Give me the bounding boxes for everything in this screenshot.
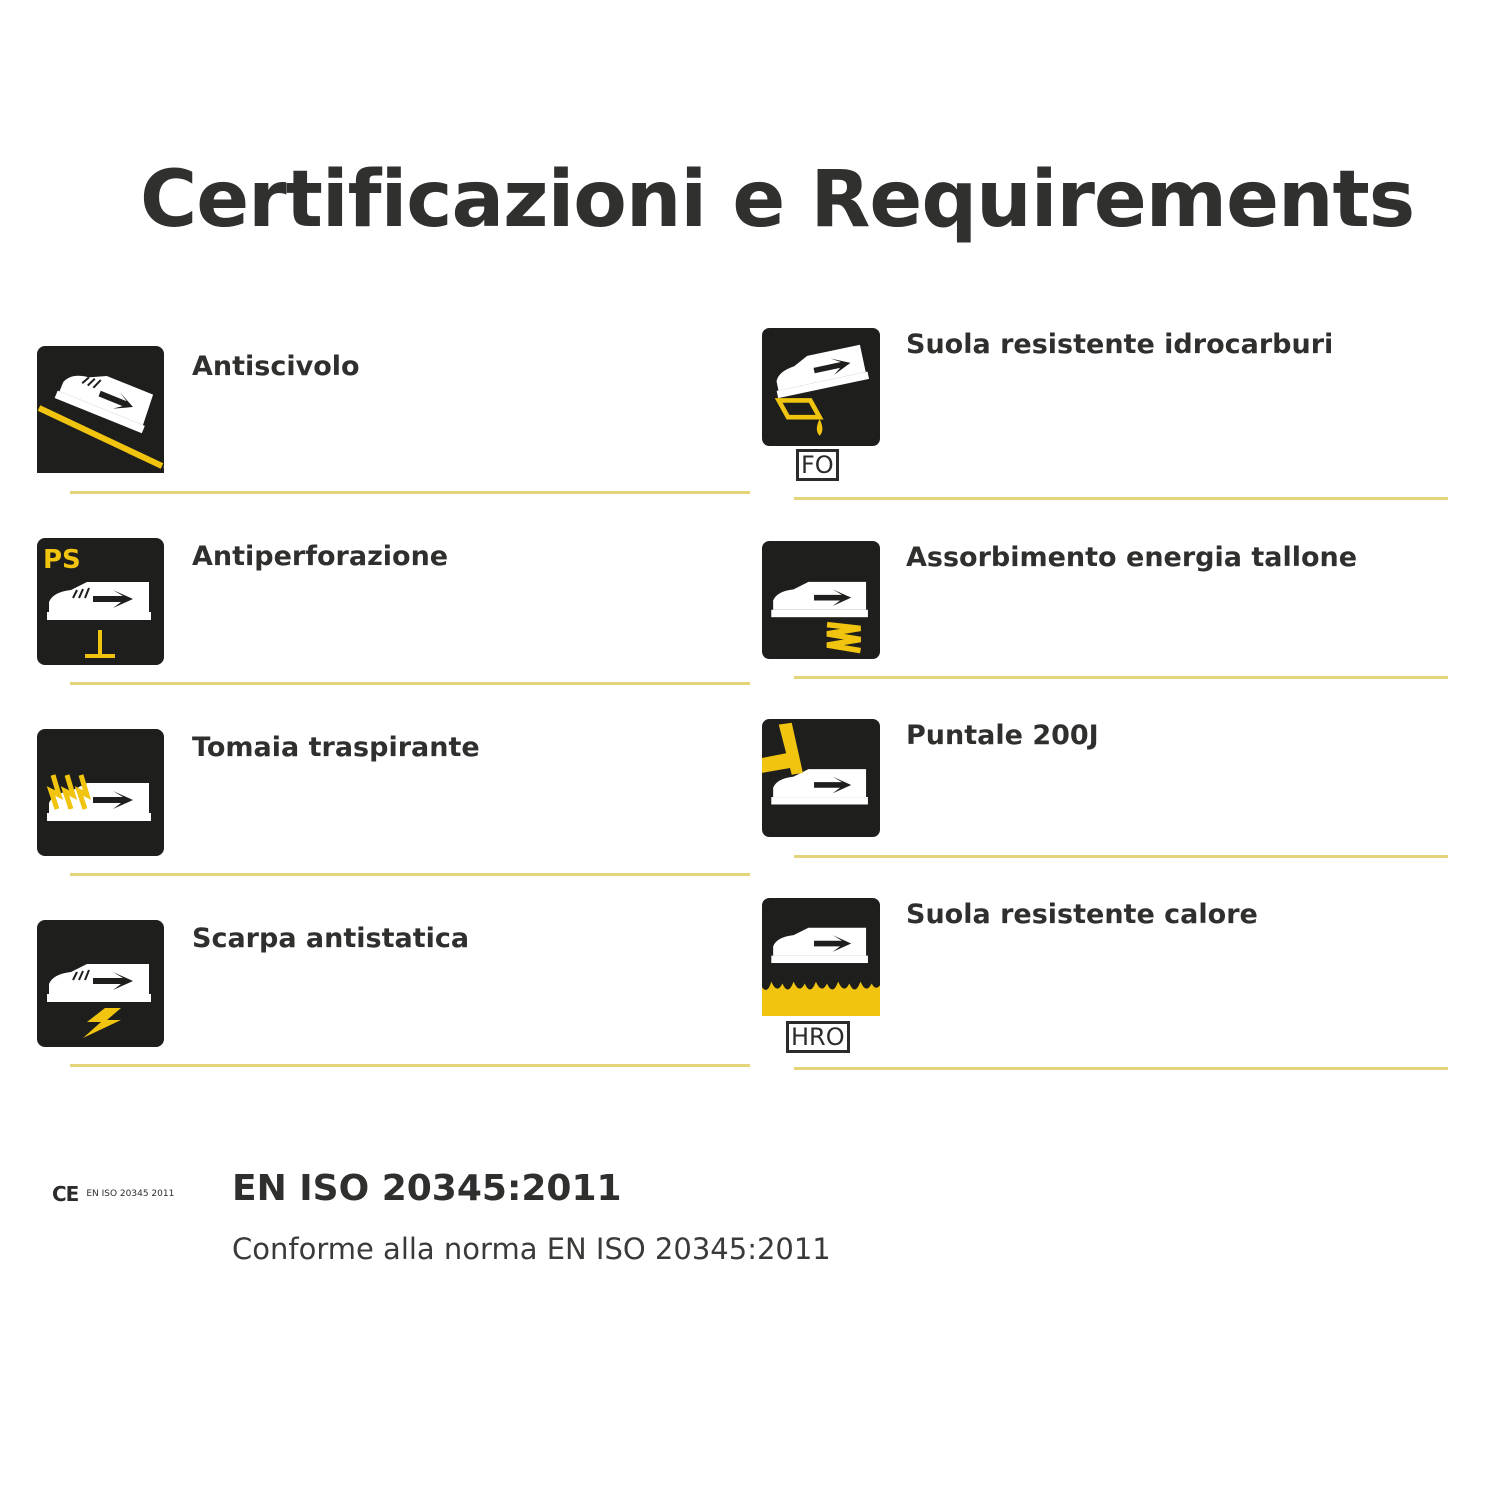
feature-label: Antiscivolo (192, 351, 360, 382)
separator (794, 1067, 1448, 1070)
antistatic-icon (37, 920, 164, 1047)
separator (70, 682, 750, 685)
separator (794, 855, 1448, 858)
feature-label: Puntale 200J (906, 720, 1099, 751)
fuel-oil-resistant-icon (762, 328, 880, 446)
puncture-resistant-icon (37, 538, 164, 665)
feature-label: Tomaia traspirante (192, 732, 480, 763)
page-title: Certificazioni e Requirements (140, 155, 1415, 245)
feature-label: Suola resistente calore (906, 899, 1258, 930)
svg-text:PS: PS (43, 545, 81, 575)
separator (70, 491, 750, 494)
ce-logo (52, 1182, 212, 1206)
ce-logo-text: EN ISO 20345 2011 (86, 1189, 175, 1199)
feature-label: Suola resistente idrocarburi (906, 329, 1334, 360)
heat-resistant-sole-icon (762, 898, 880, 1016)
norm-description: Conforme alla norma EN ISO 20345:2011 (232, 1232, 831, 1266)
breathable-upper-icon (37, 729, 164, 856)
separator (794, 497, 1448, 500)
separator (794, 676, 1448, 679)
code-badge-fo: FO (796, 449, 839, 481)
slip-resistant-icon (37, 346, 164, 473)
separator (70, 873, 750, 876)
feature-label: Assorbimento energia tallone (906, 542, 1358, 573)
heel-energy-absorption-icon (762, 541, 880, 659)
code-badge-hro: HRO (786, 1021, 850, 1053)
toecap-200j-icon (762, 719, 880, 837)
feature-label: Scarpa antistatica (192, 923, 470, 954)
feature-label: Antiperforazione (192, 541, 449, 572)
norm-title: EN ISO 20345:2011 (232, 1168, 622, 1209)
separator (70, 1064, 750, 1067)
ce-mark: CE (52, 1182, 79, 1206)
